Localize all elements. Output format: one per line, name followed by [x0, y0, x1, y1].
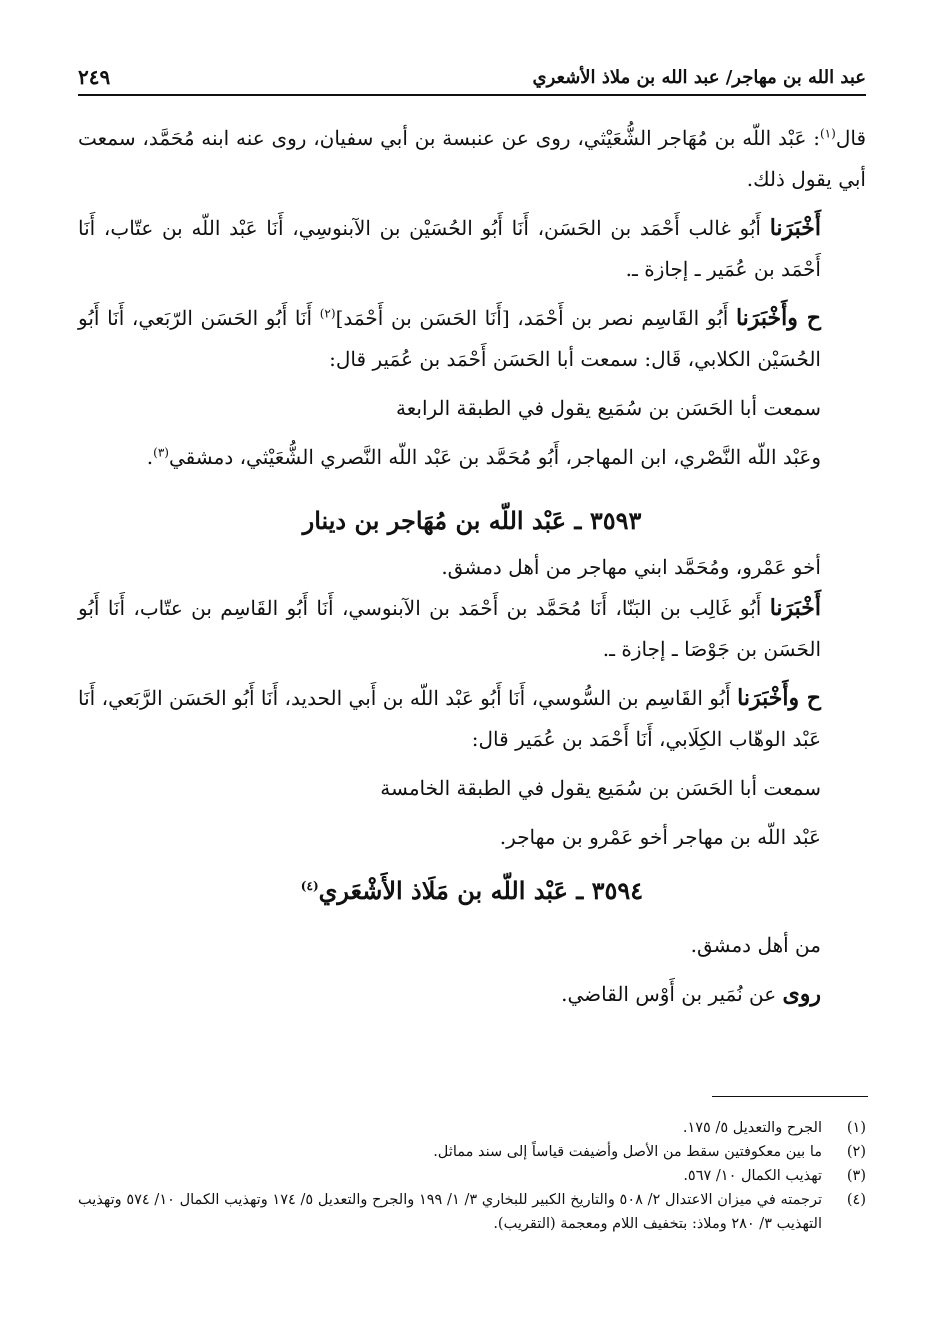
footnote-1: (١) الجرح والتعديل ٥/ ١٧٥.	[682, 1120, 866, 1136]
paragraph-intro-3594: من أهل دمشق.	[690, 933, 821, 957]
paragraph-isnad-3593-2: ح وأَخْبَرَنا أَبُو القَاسِم بن السُّوسي، أَنَا أَبُو عَبْد اللّه بن أَبي الحديد، أَنَا أَبُو الحَسَن الرَّبَعي، أَنَا عَبْد الوهّاب الكِلَابي، أَنَا أَحْمَد بن عُمَير قال:	[78, 685, 821, 751]
paragraph-intro-3593: أخو عَمْرو، ومُحَمَّد ابني مهاجر من أهل دمشق.	[441, 555, 821, 579]
paragraph-bio: قال$^{(١)}$: عَبْد اللّه بن مُهَاجر الشُّعَيْثي، روى عن عنبسة بن أبي سفيان، روى عنه ابنه مُحَمَّد، سمعت أبي يقول ذلك.	[78, 126, 866, 191]
paragraph-narration-3594: روى عن نُمَير بن أَوْس القاضي.	[561, 981, 821, 1007]
paragraph-quote-2: وعَبْد اللّه النَّصْري، ابن المهاجر، أَبُو مُحَمَّد بن عَبْد اللّه النَّصري الشُّعَيْثي، دمشقي$^{(٣)}$.	[146, 445, 821, 469]
paragraph-isnad-2: ح وأَخْبَرَنا أَبُو القَاسِم نصر بن أَحْمَد، [أَنَا الحَسَن بن أَحْمَد]$^{(٢)}$ أَنَا أَبُو الحَسَن الرّبَعي، أَنَا أَبُو الحُسَيْن الكلابي، قَال: سمعت أبا الحَسَن أَحْمَد بن عُمَير قال:	[78, 305, 822, 371]
keyword-akhbarana: أَخْبَرَنا	[769, 595, 822, 621]
keyword-rawa: روى	[782, 981, 821, 1007]
main-text	[78, 118, 866, 1015]
footnote-3: (٣) تهذيب الكمال ١٠/ ٥٦٧.	[683, 1168, 866, 1184]
footnote-ref-4[interactable]: (٤)	[300, 879, 319, 893]
entry-title-3593: ٣٥٩٣ ـ عَبْد اللّه بن مُهَاجر بن دينار	[302, 506, 642, 535]
footnote-separator	[712, 1096, 868, 1097]
page-number: ٢٤٩	[78, 65, 111, 89]
paragraph-isnad-3593-1: أَخْبَرَنا أَبُو غَالِب بن البَنّا، أَنَا مُحَمَّد بن أَحْمَد بن الآبنوسي، أَنَا أَبُو القَاسِم بن عتّاب، أَنَا أَبُو الحَسَن بن جَوْصَا ـ إجازة ـ.	[78, 595, 822, 661]
footnote-ref-3[interactable]: (٣)	[153, 445, 169, 460]
paragraph-quote-1: سمعت أبا الحَسَن بن سُمَيع يقول في الطبقة الرابعة	[396, 396, 821, 420]
keyword-wa-akhbarana: ح وأَخْبَرَنا	[737, 685, 821, 711]
entry-title-3594: ٣٥٩٤ ـ عَبْد اللّه بن مَلَاذ الأَشْعَري$^{(٤)}$	[300, 876, 644, 905]
running-title: عبد الله بن مهاجر/ عبد الله بن ملاذ الأشعري	[532, 66, 866, 88]
keyword-wa-akhbarana: ح وأَخْبَرَنا	[735, 305, 822, 331]
paragraph-quote-3593-1: سمعت أبا الحَسَن بن سُمَيع يقول في الطبقة الخامسة	[380, 776, 821, 800]
paragraph-isnad-1: أَخْبَرَنا أَبُو غالب أَحْمَد بن الحَسَن، أَنَا أَبُو الحُسَيْن بن الآبنوسِي، أَنَا عَبْد اللّه بن عتّاب، أَنَا أَحْمَد بن عُمَير ـ إجازة ـ.	[78, 215, 822, 281]
footnote-ref-2[interactable]: (٢)	[319, 306, 336, 321]
paragraph-quote-3593-2: عَبْد اللّه بن مهاجر أخو عَمْرو بن مهاجر.	[499, 825, 821, 849]
footnote-2: (٢) ما بين معكوفتين سقط من الأصل وأضيفت قياساً إلى سند مماثل.	[433, 1144, 866, 1160]
page-header	[78, 60, 866, 96]
footnote-4: (٤) ترجمته في ميزان الاعتدال ٢/ ٥٠٨ والتاريخ الكبير للبخاري ٣/ ١/ ١٩٩ والجرح والتعديل ٥/ ١٧٤ وتهذيب الكمال ١٠/ ٥٧٤ وتهذيب التهذيب ٣/ ٢٨٠ وملاذ: بتخفيف اللام ومعجمة (التقريب).	[78, 1192, 866, 1232]
footnote-ref-1[interactable]: (١)	[819, 126, 836, 141]
footnotes	[78, 1116, 866, 1236]
keyword-akhbarana: أَخْبَرَنا	[769, 215, 822, 241]
